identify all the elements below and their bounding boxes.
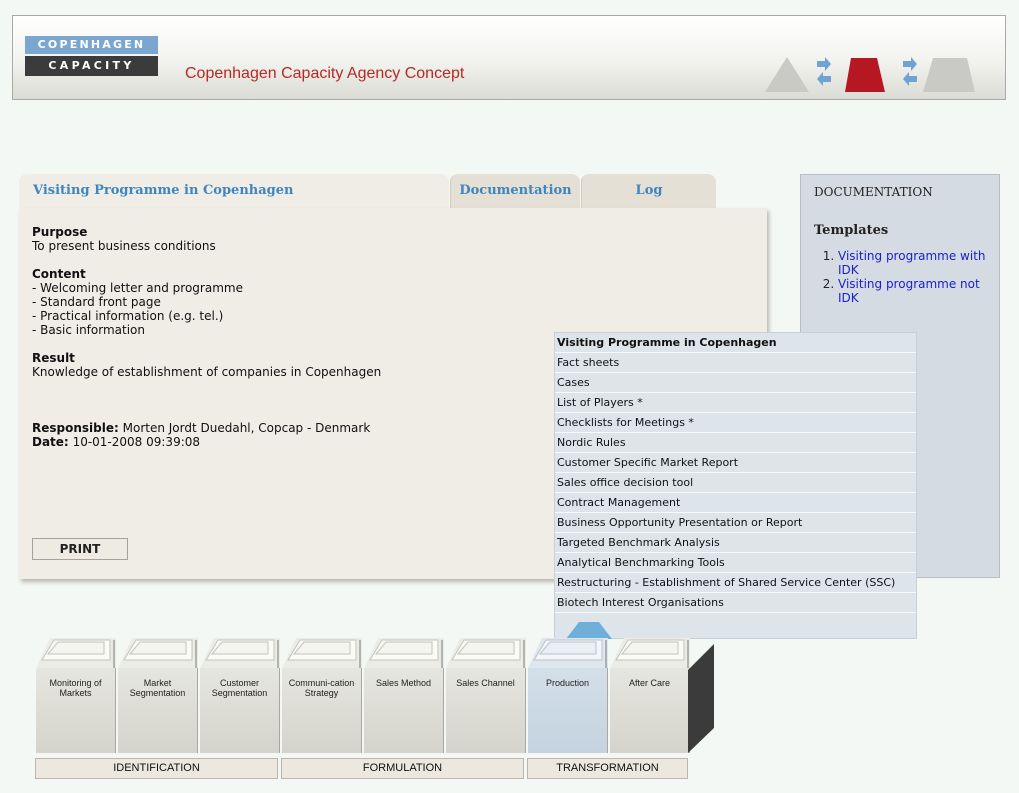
step-label: Production — [545, 678, 590, 688]
result-text: Knowledge of establishment of companies in Copenhagen — [32, 365, 382, 379]
logo-bottom-text: CAPACITY — [25, 56, 158, 76]
template-item — [838, 249, 991, 277]
step-after-care[interactable] — [610, 636, 689, 753]
step-customer-segmentation[interactable] — [200, 636, 279, 753]
logo-top-text: COPENHAGEN — [25, 36, 158, 54]
template-item — [838, 277, 991, 305]
date-line — [32, 435, 381, 449]
step-label: Sales Method — [375, 678, 432, 688]
step-sales-method[interactable] — [364, 636, 443, 753]
phase-transformation[interactable]: TRANSFORMATION — [527, 758, 688, 779]
menu-item-cases[interactable]: Cases — [555, 373, 916, 393]
content-item: - Welcoming letter and programme — [32, 281, 243, 295]
page-title: Copenhagen Capacity Agency Concept — [185, 65, 465, 82]
trapezoid-icon[interactable] — [923, 58, 975, 92]
stack-icon — [36, 636, 118, 670]
menu-item-biotech[interactable]: Biotech Interest Organisations — [555, 593, 916, 613]
stack-icon — [282, 636, 364, 670]
menu-item-targeted-benchmark[interactable]: Targeted Benchmark Analysis — [555, 533, 916, 553]
template-link[interactable]: Visiting programme with IDK — [838, 249, 986, 277]
triangle-icon[interactable] — [765, 57, 809, 92]
trapezoid-active-icon[interactable] — [845, 58, 885, 92]
menu-item-market-report[interactable]: Customer Specific Market Report — [555, 453, 916, 473]
menu-item-list-of-players[interactable]: List of Players * — [555, 393, 916, 413]
template-link[interactable]: Visiting programme not IDK — [838, 277, 980, 305]
documentation-heading: DOCUMENTATION — [814, 185, 933, 199]
purpose-text: To present business conditions — [32, 239, 216, 253]
menu-item-business-opportunity[interactable]: Business Opportunity Presentation or Report — [555, 513, 916, 533]
stack-icon — [118, 636, 200, 670]
menu-item-restructuring-ssc[interactable]: Restructuring - Establishment of Shared Service Center (SSC) — [555, 573, 916, 593]
step-communication-strategy[interactable] — [282, 636, 361, 753]
process-strip — [34, 636, 718, 756]
copenhagen-capacity-logo[interactable] — [25, 36, 158, 76]
step-label: After Care — [628, 678, 670, 688]
purpose-heading: Purpose — [32, 225, 88, 239]
menu-item-contract-management[interactable]: Contract Management — [555, 493, 916, 513]
step-sales-channel[interactable] — [446, 636, 525, 753]
production-dropdown-menu — [554, 332, 917, 639]
step-label: Customer Segmentation — [211, 678, 268, 698]
templates-heading: Templates — [814, 223, 889, 238]
tab-documentation[interactable]: Documentation — [450, 174, 580, 208]
phase-identification[interactable]: IDENTIFICATION — [35, 758, 278, 779]
app-header — [12, 15, 1006, 100]
step-market-segmentation[interactable] — [118, 636, 197, 753]
step-monitoring-of-markets[interactable] — [36, 636, 115, 753]
content-item: - Basic information — [32, 323, 145, 337]
responsible-line — [32, 421, 381, 435]
stack-icon — [200, 636, 282, 670]
menu-item-fact-sheets[interactable]: Fact sheets — [555, 353, 916, 373]
content-heading: Content — [32, 267, 86, 281]
stack-icon — [528, 636, 610, 670]
templates-list — [801, 249, 991, 305]
menu-item-visiting-programme[interactable]: Visiting Programme in Copenhagen — [555, 333, 916, 353]
step-label: Monitoring of Markets — [49, 678, 102, 698]
phase-formulation[interactable]: FORMULATION — [281, 758, 524, 779]
step-label: Market Segmentation — [129, 678, 186, 698]
date-label: Date: — [32, 435, 69, 449]
step-label: Sales Channel — [456, 678, 515, 688]
result-heading: Result — [32, 351, 75, 365]
menu-item-checklists[interactable]: Checklists for Meetings * — [555, 413, 916, 433]
date-value: 10-01-2008 09:39:08 — [72, 435, 201, 449]
tab-visiting-programme[interactable]: Visiting Programme in Copenhagen — [19, 174, 449, 208]
responsible-label: Responsible: — [32, 421, 119, 435]
content-body — [32, 225, 381, 449]
step-production[interactable] — [528, 636, 607, 753]
strip-side-shade — [688, 640, 718, 754]
arrows-icon[interactable] — [817, 57, 831, 86]
menu-item-analytical-benchmarking[interactable]: Analytical Benchmarking Tools — [555, 553, 916, 573]
concept-navigation — [761, 52, 1001, 94]
responsible-value: Morten Jordt Duedahl, Copcap - Denmark — [122, 421, 371, 435]
content-item: - Practical information (e.g. tel.) — [32, 309, 224, 323]
arrows-icon[interactable] — [903, 57, 917, 86]
step-label: Communi-cation Strategy — [288, 678, 355, 698]
content-item: - Standard front page — [32, 295, 161, 309]
stack-icon — [364, 636, 446, 670]
stack-icon — [610, 636, 692, 670]
menu-item-sales-office-tool[interactable]: Sales office decision tool — [555, 473, 916, 493]
print-button[interactable]: PRINT — [32, 538, 128, 560]
stack-icon — [446, 636, 528, 670]
menu-item-nordic-rules[interactable]: Nordic Rules — [555, 433, 916, 453]
tab-log[interactable]: Log — [581, 174, 716, 208]
